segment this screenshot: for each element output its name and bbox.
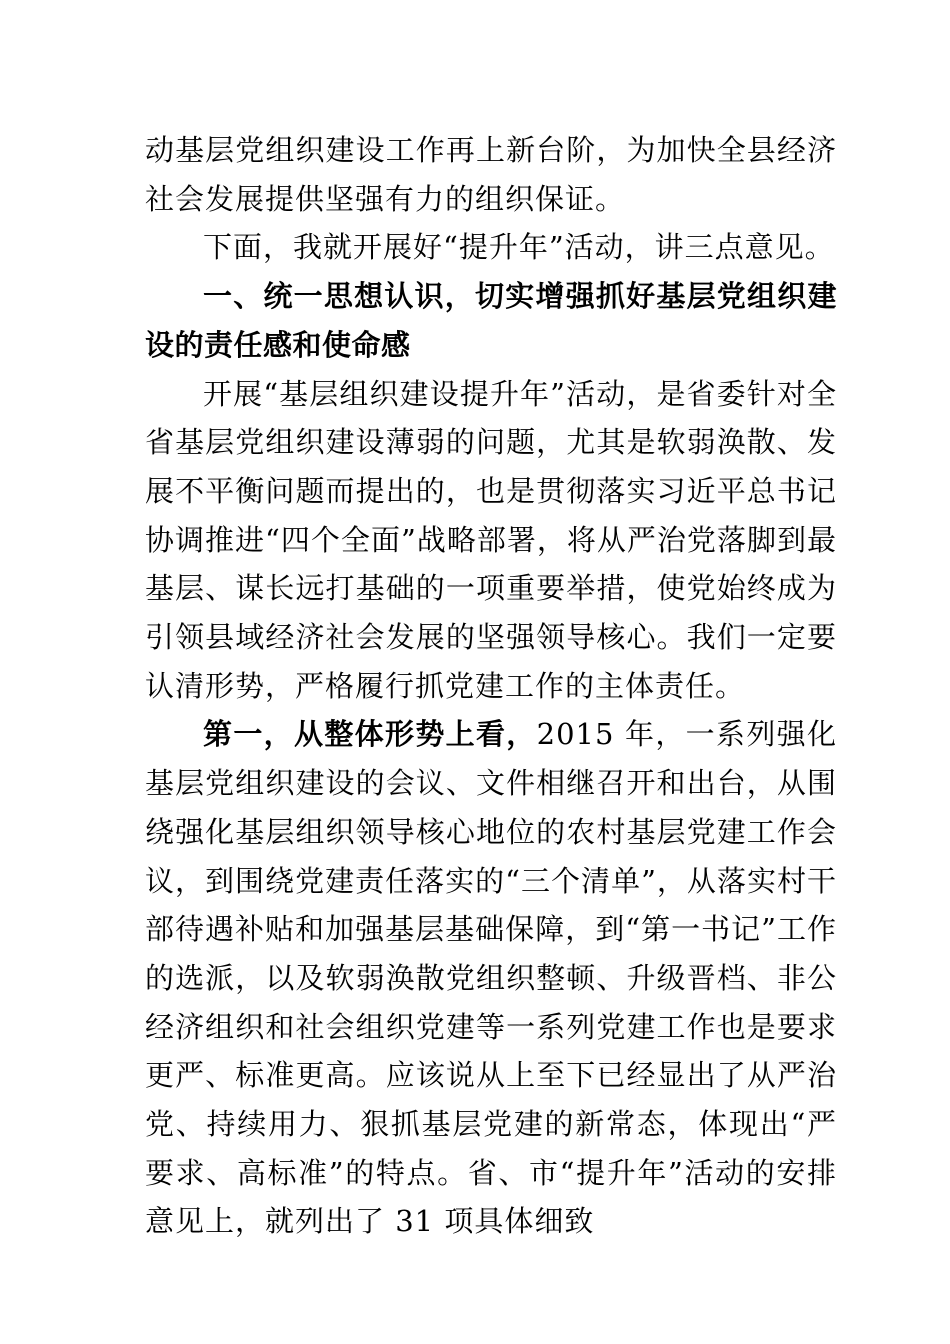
paragraph-body-2	[145, 710, 837, 1246]
paragraph-continuation: 动基层党组织建设工作再上新台阶，为加快全县经济社会发展提供坚强有力的组织保证。	[145, 133, 837, 216]
paragraph-intro: 下面，我就开展好“提升年”活动，讲三点意见。	[203, 230, 835, 265]
section-heading-1: 一、统一思想认识，切实增强抓好基层党组织建设的责任感和使命感	[145, 279, 837, 362]
document-page	[145, 126, 837, 1246]
paragraph-body-1: 开展“基层组织建设提升年”活动，是省委针对全省基层党组织建设薄弱的问题，尤其是软弱涣散、发展不平衡问题而提出的，也是贯彻落实习近平总书记协调推进“四个全面”战略部署，将从严治党落脚到最基层、谋长远打基础的一项重要举措，使党始终成为引领县域经济社会发展的坚强领导核心。我们一定要认清形势，严格履行抓党建工作的主体责任。	[145, 376, 837, 703]
paragraph-body-2-text: 2015 年，一系列强化基层党组织建设的会议、文件相继召开和出台，从围绕强化基层组织领导核心地位的农村基层党建工作会议，到围绕党建责任落实的“三个清单”，从落实村干部待遇补贴和加强基层基础保障，到“第一书记”工作的选派，以及软弱涣散党组织整顿、升级晋档、非公经济组织和社会组织党建等一系列党建工作也是要求更严、标准更高。应该说从上至下已经显出了从严治党、持续用力、狠抓基层党建的新常态，体现出“严要求、高标准”的特点。省、市“提升年”活动的安排意见上，就列出了 31 项具体细致	[145, 717, 837, 1239]
paragraph-lead-phrase: 第一，从整体形势上看，	[203, 717, 537, 752]
